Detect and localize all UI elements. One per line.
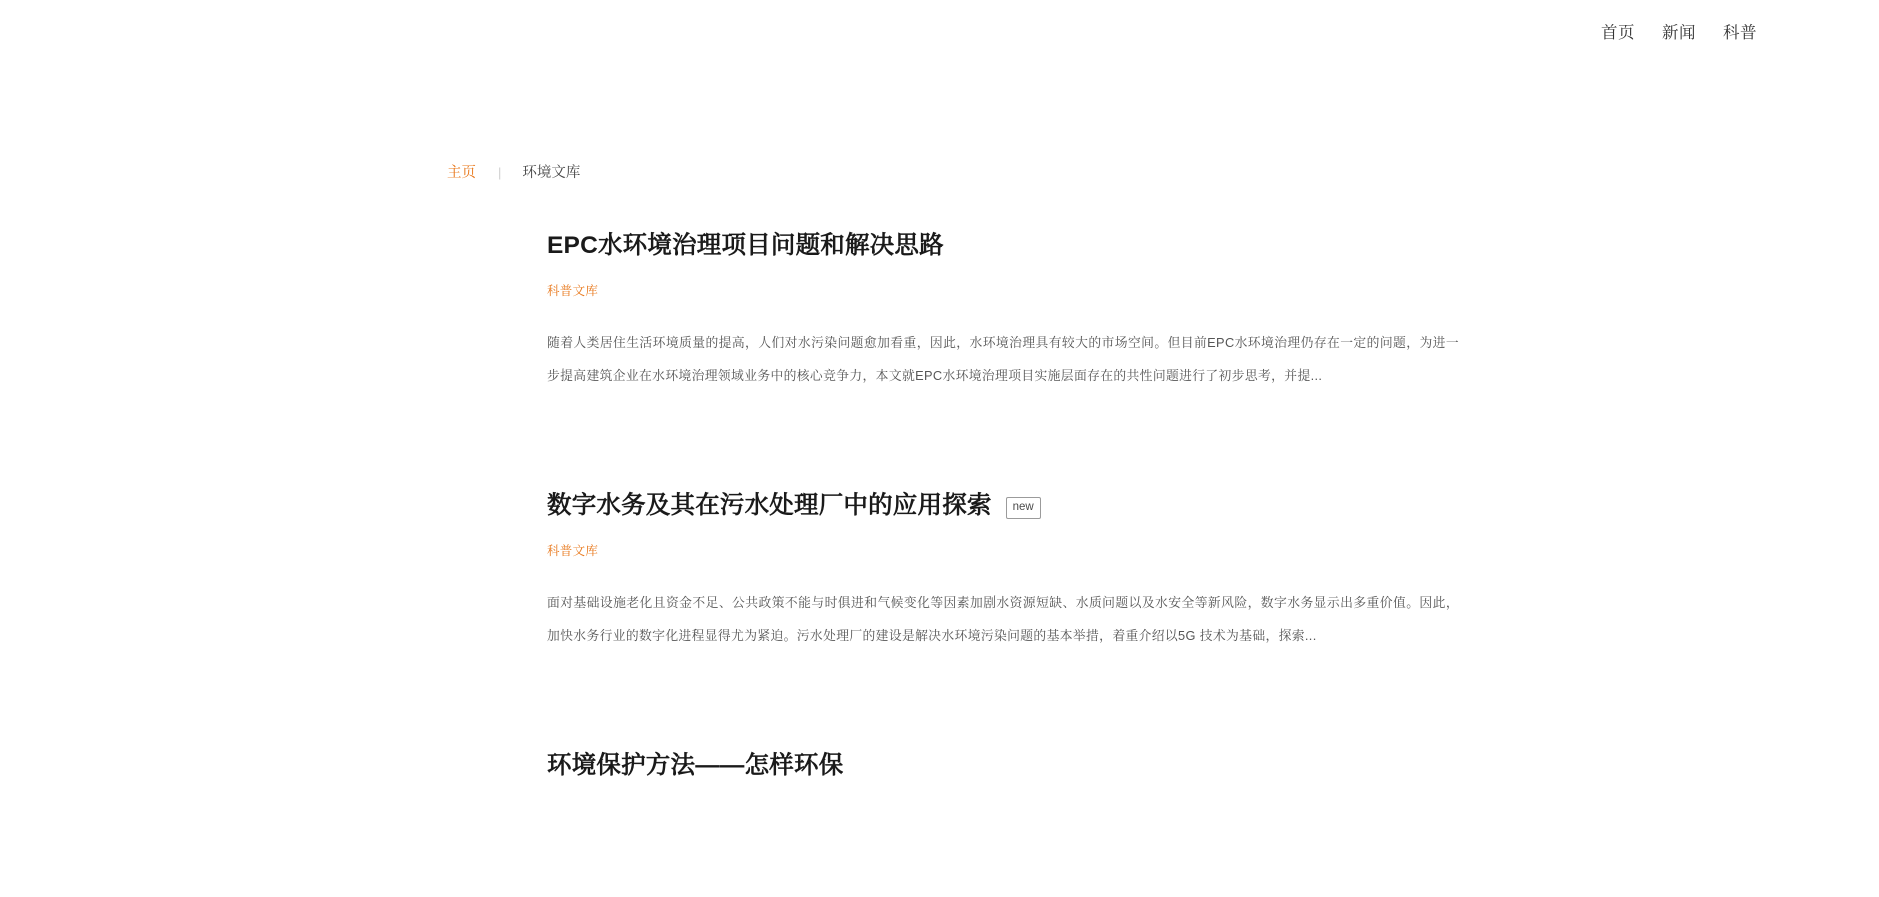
article-title-link[interactable]: 数字水务及其在污水处理厂中的应用探索 — [547, 492, 992, 519]
article-title-row — [547, 228, 1459, 264]
article-summary: 面对基础设施老化且资金不足、公共政策不能与时俱进和气候变化等因素加剧水资源短缺、水质问题以及水安全等新风险，数字水务显示出多重价值。因此，加快水务行业的数字化进程显得尤为紧迫。污水处理厂的建设是解决水环境污染问题的基本举措，着重介绍以5G 技术为基础，探索... — [547, 595, 1459, 643]
status-badge-new: new — [1006, 497, 1041, 519]
nav-item-news[interactable]: 新闻 — [1662, 24, 1696, 42]
article-summary: 随着人类居住生活环境质量的提高，人们对水污染问题愈加看重，因此，水环境治理具有较大的市场空间。但目前EPC水环境治理仍存在一定的问题，为进一步提高建筑企业在水环境治理领域业务中的核心竞争力，本文就EPC水环境治理项目实施层面存在的共性问题进行了初步思考，并提... — [547, 335, 1459, 383]
article-title-row — [547, 488, 1459, 524]
article-title-row — [547, 748, 1459, 784]
breadcrumb-home-link[interactable]: 主页 — [447, 165, 476, 181]
article-list — [547, 228, 1459, 784]
nav-list — [1601, 22, 1757, 44]
article-item — [547, 228, 1459, 392]
breadcrumb — [447, 163, 580, 183]
article-item — [547, 488, 1459, 652]
breadcrumb-separator: | — [498, 165, 502, 180]
article-item — [547, 748, 1459, 784]
top-navigation-bar — [0, 0, 1879, 78]
article-category-tag[interactable]: 科普文库 — [547, 544, 599, 558]
article-title-link[interactable]: 环境保护方法——怎样环保 — [547, 752, 844, 779]
nav-item-science[interactable]: 科普 — [1723, 24, 1757, 42]
nav-item-home[interactable]: 首页 — [1601, 24, 1635, 42]
breadcrumb-current: 环境文库 — [522, 165, 581, 181]
article-title-link[interactable]: EPC水环境治理项目问题和解决思路 — [547, 232, 944, 259]
article-category-tag[interactable]: 科普文库 — [547, 284, 599, 298]
